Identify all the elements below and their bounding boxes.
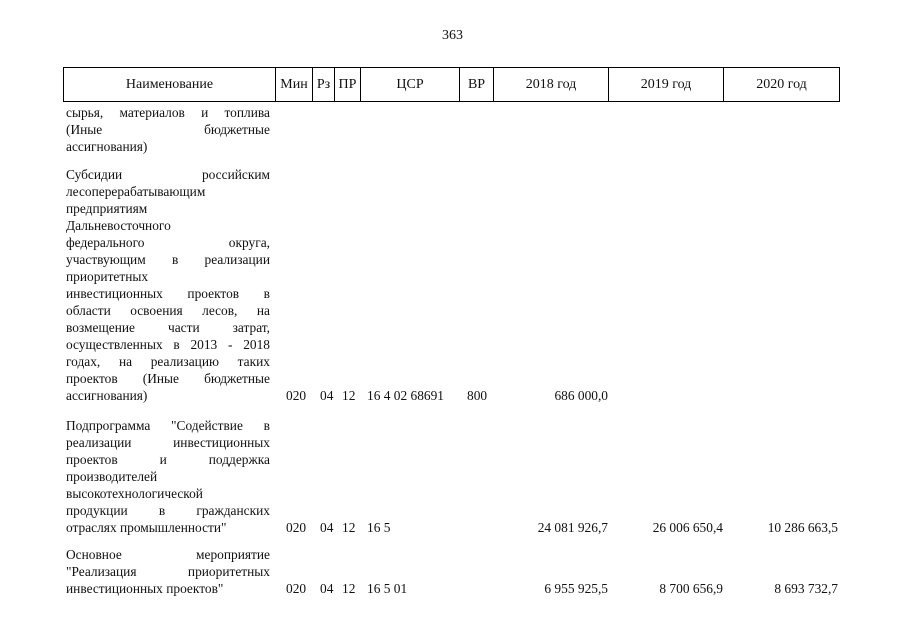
name-word: бюджетные [204, 371, 270, 386]
cell-rz: 04 [320, 520, 334, 535]
name-line: инвестиционных проектов" [66, 581, 224, 596]
name-word: и [201, 105, 209, 120]
name-word: годах, [66, 354, 101, 369]
name-word: таких [237, 354, 270, 369]
name-word: в [263, 286, 270, 301]
table-row [66, 417, 270, 536]
name-word: 2018 [243, 337, 270, 352]
name-word: реализации [204, 252, 270, 267]
name-word: части [167, 320, 200, 335]
name-word: освоения [130, 303, 183, 318]
name-word: проектов [66, 371, 118, 386]
table-row [66, 166, 270, 404]
name-word: "Содействие [171, 418, 243, 433]
name-word: затрат, [232, 320, 270, 335]
cell-2018: 24 081 926,7 [537, 520, 608, 535]
table-row [66, 104, 270, 155]
name-word: лесов, [202, 303, 238, 318]
name-word: Субсидии [66, 167, 123, 182]
name-word: округа, [228, 235, 270, 250]
name-line [66, 104, 270, 121]
name-word: осуществленных [66, 337, 163, 352]
name-word: федерального [66, 235, 145, 250]
name-word: приоритетных [187, 564, 270, 579]
cell-2018: 686 000,0 [554, 388, 608, 403]
name-line: ассигнования) [66, 388, 148, 403]
cell-rz: 04 [320, 581, 334, 596]
name-word: бюджетные [204, 122, 270, 137]
header-pr: ПР [335, 68, 361, 101]
name-line [66, 302, 270, 319]
name-word: возмещение [66, 320, 135, 335]
name-line: Дальневосточного [66, 218, 171, 233]
name-word: инвестиционных [66, 286, 163, 301]
name-word: на [256, 303, 270, 318]
cell-csr: 16 4 02 68691 [367, 388, 444, 403]
header-2020: 2020 год [756, 77, 807, 92]
header-rz: Рз [313, 68, 335, 101]
cell-vr: 800 [467, 388, 488, 403]
name-line [66, 234, 270, 251]
name-word: продукции [66, 503, 128, 518]
cell-rz: 04 [320, 388, 334, 403]
name-line: производителей [66, 469, 158, 484]
name-line: ассигнования) [66, 139, 148, 154]
name-line [66, 353, 270, 370]
cell-min: 020 [286, 388, 307, 403]
name-line [66, 370, 270, 387]
name-word: мероприятие [196, 547, 270, 562]
cell-pr: 12 [342, 520, 356, 535]
page-number: 363 [442, 28, 463, 43]
name-word: реализации [66, 435, 132, 450]
name-word: сырья, [66, 105, 104, 120]
name-line: приоритетных [66, 269, 149, 284]
name-line [66, 451, 270, 468]
name-word: на [118, 354, 133, 369]
table-header [63, 67, 840, 102]
name-word: (Иные [66, 122, 103, 137]
name-line [66, 417, 270, 434]
cell-min: 020 [286, 581, 307, 596]
name-line [66, 546, 270, 563]
name-word: российским [201, 167, 270, 182]
cell-2020: 8 693 732,7 [774, 581, 838, 596]
name-line [66, 563, 270, 580]
cell-pr: 12 [342, 388, 356, 403]
header-2018: 2018 год [494, 68, 609, 101]
name-word: - [227, 337, 233, 352]
name-word: материалов [119, 105, 185, 120]
cell-2018: 6 955 925,5 [544, 581, 608, 596]
name-word: Основное [66, 547, 122, 562]
header-csr: ЦСР [361, 68, 460, 101]
name-word: Подпрограмма [66, 418, 151, 433]
header-vr: ВР [460, 68, 494, 101]
name-line [66, 251, 270, 268]
cell-2019: 8 700 656,9 [659, 581, 723, 596]
cell-2020: 10 286 663,5 [767, 520, 838, 535]
cell-csr: 16 5 01 [367, 581, 408, 596]
name-word: 2013 [190, 337, 218, 352]
name-word: топлива [224, 105, 270, 120]
cell-2019: 26 006 650,4 [652, 520, 723, 535]
name-word: "Реализация [66, 564, 137, 579]
name-line: высокотехнологической [66, 486, 203, 501]
name-word: в [158, 503, 166, 518]
name-line: лесоперерабатывающим [66, 184, 206, 199]
name-word: в [173, 337, 180, 352]
name-line [66, 285, 270, 302]
name-word: инвестиционных [173, 435, 270, 450]
header-min: Мин [276, 68, 313, 101]
name-word: (Иные [142, 371, 179, 386]
name-word: гражданских [196, 503, 270, 518]
name-word: проектов [187, 286, 240, 301]
name-line [66, 434, 270, 451]
name-word: в [171, 252, 179, 267]
name-line [66, 166, 270, 183]
name-word: и [159, 452, 167, 467]
cell-pr: 12 [342, 581, 356, 596]
name-word: проектов [66, 452, 118, 467]
cell-csr: 16 5 [367, 520, 391, 535]
table-row [66, 546, 270, 597]
name-line: предприятиям [66, 201, 148, 216]
name-word: области [66, 303, 111, 318]
header-name: Наименование [64, 68, 276, 101]
name-line [66, 336, 270, 353]
name-word: поддержка [208, 452, 270, 467]
name-word: участвующим [66, 252, 146, 267]
name-line: отраслях промышленности" [66, 520, 227, 535]
name-word: в [263, 418, 270, 433]
name-word: реализацию [150, 354, 219, 369]
name-line [66, 502, 270, 519]
name-line [66, 121, 270, 138]
header-2019: 2019 год [609, 68, 724, 101]
cell-min: 020 [286, 520, 307, 535]
name-line [66, 319, 270, 336]
